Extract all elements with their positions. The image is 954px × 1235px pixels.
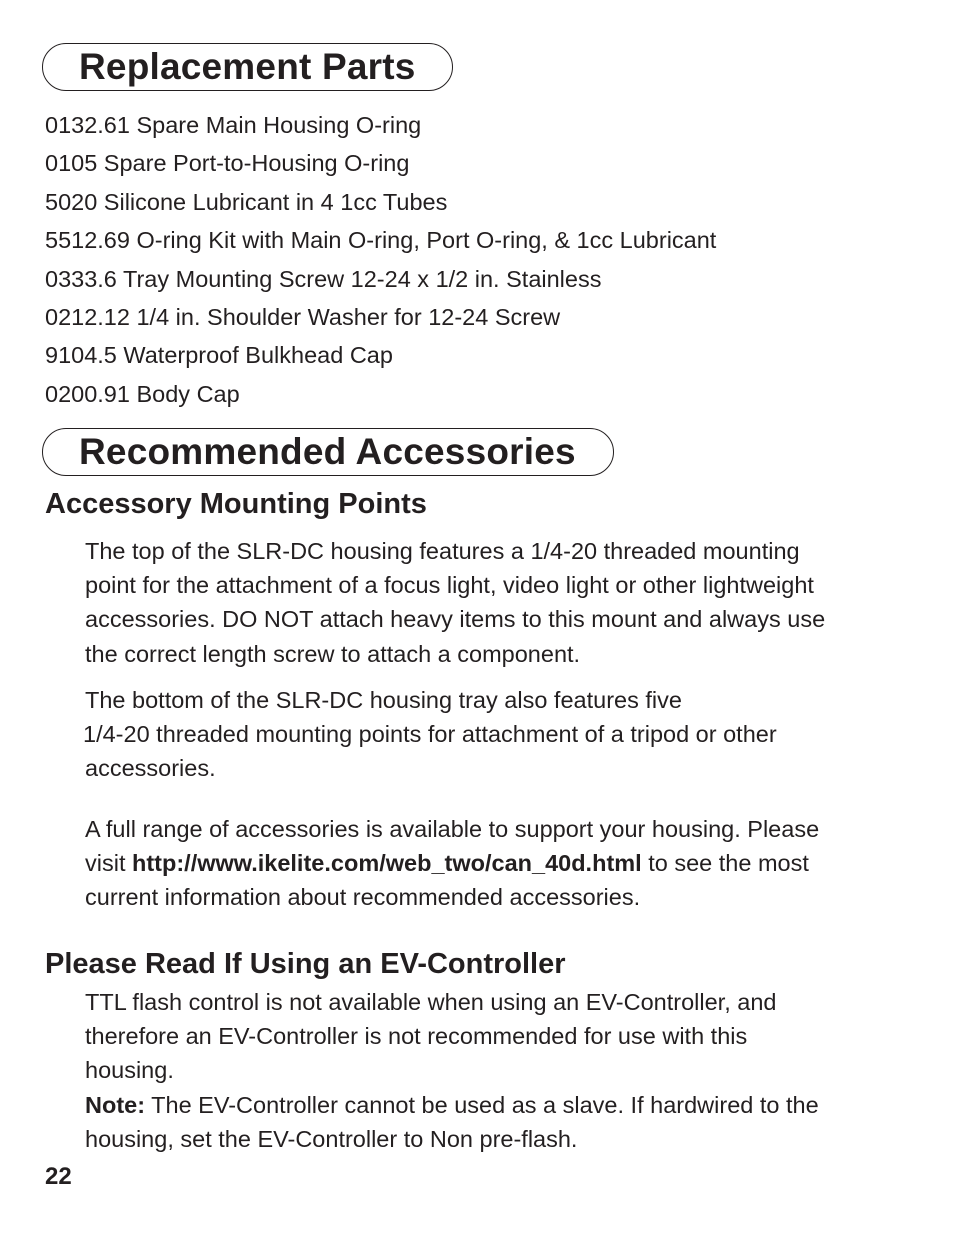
recommended-accessories-header [42, 428, 614, 476]
accessories-info-paragraph [85, 812, 895, 915]
list-item: 0200.91 Body Cap [45, 380, 240, 407]
paragraph-line: point for the attachment of a focus light, video light or other lightweight [85, 572, 814, 599]
paragraph-line: the correct length screw to attach a component. [85, 640, 581, 667]
note-label: Note: [85, 1091, 146, 1118]
paragraph-line [85, 846, 895, 880]
note-line [85, 1088, 895, 1122]
paragraph-line: The bottom of the SLR-DC housing tray also features five [85, 687, 682, 713]
accessory-mounting-heading: Accessory Mounting Points [45, 488, 427, 520]
paragraph-line: current information about recommended accessories. [85, 884, 641, 911]
paragraph-line: A full range of accessories is available to support your housing. Please [85, 816, 820, 842]
paragraph-line: housing. [85, 1057, 174, 1084]
recommended-accessories-title: Recommended Accessories [79, 431, 576, 472]
note-text: The EV-Controller cannot be used as a slave. If hardwired to the [145, 1091, 819, 1118]
list-item: 0212.12 1/4 in. Shoulder Washer for 12-24 Screw [45, 303, 561, 330]
mounting-paragraph-top [85, 534, 895, 671]
see-most-text: to see the most [641, 850, 809, 877]
page-number: 22 [45, 1163, 72, 1190]
paragraph-line: The top of the SLR-DC housing features a 1/4-20 threaded mounting [85, 538, 800, 564]
replacement-parts-title: Replacement Parts [79, 46, 416, 87]
paragraph-line: TTL flash control is not available when using an EV-Controller, and [85, 989, 777, 1015]
paragraph-line: housing, set the EV-Controller to Non pre-flash. [85, 1125, 578, 1152]
list-item: 5512.69 O-ring Kit with Main O-ring, Port O-ring, & 1cc Lubricant [45, 227, 717, 254]
list-item: 9104.5 Waterproof Bulkhead Cap [45, 342, 393, 369]
list-item: 0333.6 Tray Mounting Screw 12-24 x 1/2 in. Stainless [45, 265, 602, 292]
accessories-url-link[interactable]: http://www.ikelite.com/web_two/can_40d.html [132, 850, 642, 877]
list-item: 0105 Spare Port-to-Housing O-ring [45, 150, 410, 177]
ev-controller-heading: Please Read If Using an EV-Controller [45, 948, 566, 980]
list-item: 0132.61 Spare Main Housing O-ring [45, 112, 422, 138]
replacement-parts-header [42, 43, 453, 91]
paragraph-line: therefore an EV-Controller is not recommended for use with this [85, 1023, 748, 1050]
list-item: 5020 Silicone Lubricant in 4 1cc Tubes [45, 188, 448, 215]
mounting-paragraph-bottom [85, 683, 895, 786]
visit-text: visit [85, 850, 132, 877]
paragraph-line: accessories. [85, 755, 216, 782]
replacement-parts-list [45, 106, 716, 413]
paragraph-line: accessories. DO NOT attach heavy items to this mount and always use [85, 606, 826, 633]
paragraph-line: 1/4-20 threaded mounting points for attachment of a tripod or other [83, 721, 777, 748]
ev-controller-paragraph [85, 985, 895, 1156]
